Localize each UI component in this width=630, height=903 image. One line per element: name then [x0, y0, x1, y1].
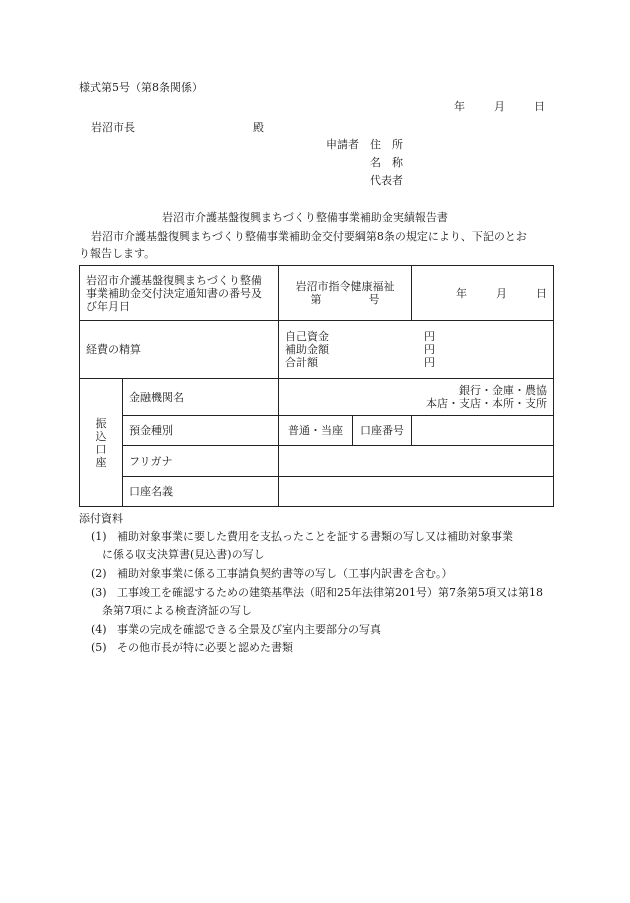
report-date: [454, 100, 545, 114]
amount-subsidy-label: 補助金額: [285, 343, 329, 356]
intro-line-2: り報告します。: [79, 247, 156, 260]
notice-number-cell: [279, 266, 412, 321]
applicant-name-label: 名 称: [370, 156, 403, 169]
bank-cell: [279, 379, 554, 416]
attachment-item-2-line-1: 補助対象事業に係る工事請負契約書等の写し（工事内訳書を含む。）: [117, 567, 453, 580]
addressee-name: 岩沼市長: [91, 121, 135, 134]
notice-number-prefix: 岩沼市指令健康福祉: [295, 280, 395, 293]
attachment-item-5: [91, 641, 293, 655]
date-day: 日: [534, 100, 545, 113]
bank-row: [80, 379, 554, 416]
bank-label: 金融機関名: [123, 379, 279, 416]
attachment-item-1-line-1: 補助対象事業に要した費用を支払ったことを証する書類の写し又は補助対象事業: [117, 530, 513, 543]
report-title: 岩沼市介護基盤復興まちづくり整備事業補助金実績報告書: [162, 211, 448, 224]
furigana-row: [80, 446, 554, 477]
attachment-item-2-number: (2): [91, 567, 107, 580]
deposit-type-options: 普通・当座: [279, 416, 353, 446]
amount-subsidy: [285, 343, 435, 356]
attachment-item-1-line-2: に係る収支決算書(見込書)の写し: [102, 548, 265, 561]
attachment-item-4-number: (4): [91, 623, 107, 636]
notice-number-line: [285, 293, 405, 306]
notice-date-cell: [412, 266, 554, 321]
amount-subsidy-unit: 円: [424, 343, 435, 356]
transfer-account-label: [80, 379, 123, 507]
notice-number-dai: 第: [310, 293, 322, 306]
expense-amounts-cell: [279, 321, 554, 379]
account-name-row: [80, 477, 554, 507]
applicant-rep-label: 代表者: [370, 174, 403, 187]
report-table: [79, 265, 554, 507]
applicant-label: 申請者: [326, 138, 359, 151]
decision-label-line-2: 事業補助金交付決定通知書の番号及: [86, 286, 262, 300]
amount-own-funds-label: 自己資金: [285, 330, 329, 343]
deposit-type-row: [80, 416, 554, 446]
decision-label-line-1: 岩沼市介護基盤復興まちづくり整備: [86, 273, 262, 287]
branch-types: 本店・支店・本所・支所: [426, 397, 547, 410]
attachment-item-1: [91, 530, 513, 544]
transfer-label-line-2: 口 座: [95, 442, 118, 469]
decision-row: [80, 266, 554, 321]
attachment-item-5-line-1: その他市長が特に必要と認めた書類: [117, 641, 293, 654]
intro-line-1: 岩沼市介護基盤復興まちづくり整備事業補助金交付要綱第8条の規定により、下記のとお: [91, 230, 527, 243]
attachment-item-2: [91, 567, 453, 581]
notice-date-month: 月: [496, 286, 507, 300]
attachment-item-3-line-2: 条第7項による検査済証の写し: [102, 604, 252, 617]
account-number-label: 口座番号: [353, 416, 412, 446]
amount-total-label: 合計額: [285, 356, 318, 369]
attachment-item-3-line-1: 工事竣工を確認するための建築基準法（昭和25年法律第201号）第7条第5項又は第18: [117, 586, 543, 599]
transfer-label-line-1: 振 込: [95, 416, 118, 443]
attachment-item-4: [91, 623, 381, 637]
furigana-value: [279, 446, 554, 477]
attachment-item-5-number: (5): [91, 641, 107, 654]
attachment-item-4-line-1: 事業の完成を確認できる全景及び室内主要部分の写真: [117, 623, 381, 636]
bank-types: 銀行・金庫・農協: [459, 384, 547, 397]
decision-label-cell: [80, 266, 279, 321]
notice-date-year: 年: [456, 286, 467, 300]
amount-total: [285, 356, 435, 369]
amount-own-funds-unit: 円: [424, 330, 435, 343]
amount-total-unit: 円: [424, 356, 435, 369]
account-name-value: [279, 477, 554, 507]
form-number: 様式第5号（第8条関係）: [79, 81, 203, 94]
attachment-item-3: [91, 586, 543, 600]
attachment-item-1-number: (1): [91, 530, 107, 543]
furigana-label: フリガナ: [123, 446, 279, 477]
amount-own-funds: [285, 330, 435, 343]
date-year: 年: [454, 100, 465, 113]
notice-date-day: 日: [536, 286, 547, 300]
account-number-value: [412, 416, 554, 446]
expense-row: [80, 321, 554, 379]
deposit-type-label: 預金種別: [123, 416, 279, 446]
attachment-item-3-number: (3): [91, 586, 107, 599]
account-name-label: 口座名義: [123, 477, 279, 507]
applicant-address-label: 住 所: [370, 138, 403, 151]
decision-label-line-3: び年月日: [86, 299, 130, 313]
date-month: 月: [494, 100, 505, 113]
notice-number-go: 号: [368, 293, 380, 306]
expense-label: 経費の精算: [80, 321, 279, 379]
addressee-honorific: 殿: [253, 121, 264, 134]
attachments-heading: 添付資料: [79, 512, 123, 525]
